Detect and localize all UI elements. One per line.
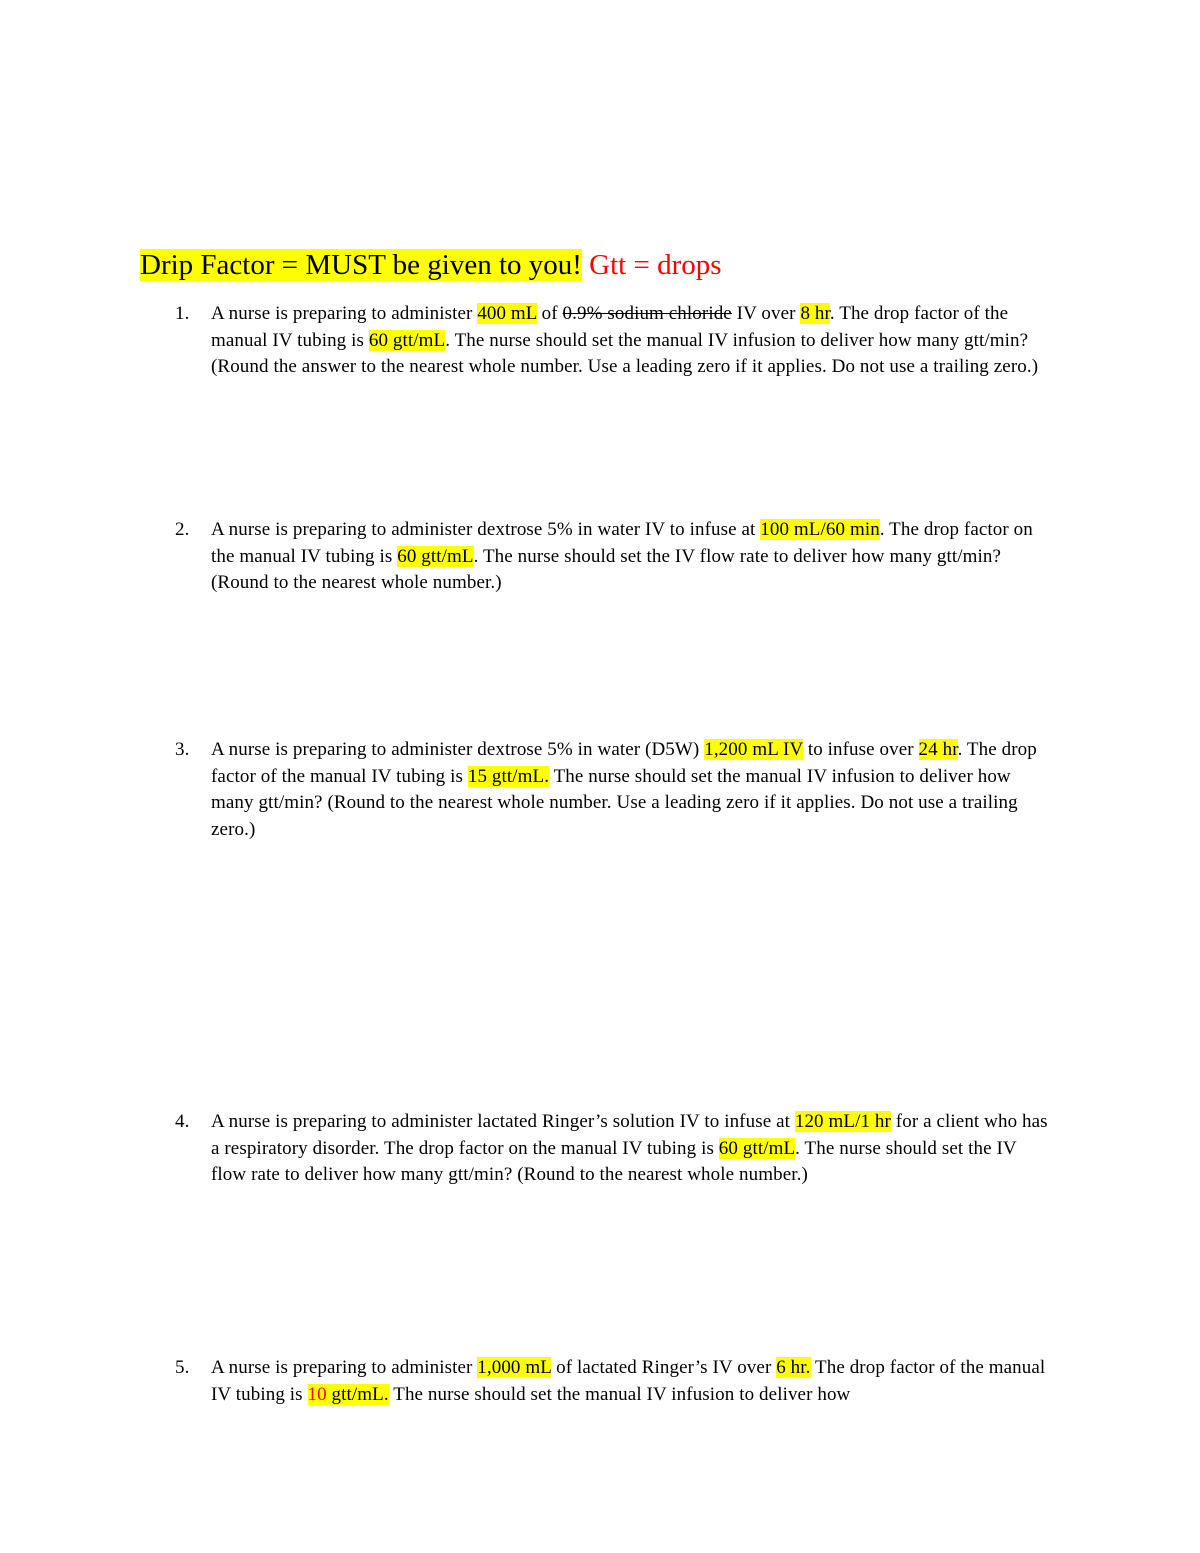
highlighted-value: 400 mL (477, 303, 537, 324)
text-run: of (536, 303, 563, 324)
struck-text: 0.9% sodium chloride (562, 303, 732, 324)
text-run: . The drop factor on the manual IV tubing is (211, 519, 1033, 567)
highlighted-value: 24 hr (918, 739, 958, 760)
highlighted-value: 1,200 mL IV (704, 739, 803, 760)
question-3 (170, 737, 1070, 843)
highlighted-value: 100 mL/60 min (760, 519, 880, 540)
text-run: IV over (731, 303, 801, 324)
highlighted-value: 15 gtt/mL. (467, 765, 550, 787)
text-run: . The drop factor of the manual IV tubing is (211, 739, 1037, 787)
text-run: . The drop factor of the manual IV tubing is (211, 303, 1009, 351)
text-run: The nurse should set the manual IV infusion to deliver how many gtt/min? (Round to the nearest whole number. Use a leading zero if it applies. Do not use a trailing zero.) (211, 765, 1018, 840)
question-text (211, 1355, 1056, 1408)
question-1 (170, 301, 1070, 381)
question-number: 5. (175, 1357, 190, 1378)
text-run: . The nurse should set the IV flow rate to deliver how many gtt/min? (Round to the nearest whole number.) (211, 545, 1002, 593)
question-number: 4. (175, 1111, 190, 1132)
text-run: A nurse is preparing to administer lactated Ringer’s solution IV to infuse at (211, 1111, 795, 1132)
text-run: A nurse is preparing to administer (211, 303, 478, 324)
highlighted-value: gtt/mL. (326, 1383, 389, 1405)
page-heading (140, 247, 722, 283)
heading-main: Drip Factor = MUST be given to you! (140, 249, 582, 281)
highlighted-value: 60 gtt/mL (368, 329, 446, 351)
text-run: . The nurse should set the manual IV infusion to deliver how many gtt/min? (Round the answer to the nearest whole number. Use a leading zero if it applies. Do not use a trailing zero.) (211, 329, 1039, 377)
text-run: A nurse is preparing to administer dextrose 5% in water (D5W) (211, 739, 705, 760)
text-run: A nurse is preparing to administer (211, 1357, 478, 1378)
text-run: of lactated Ringer’s IV over (551, 1357, 777, 1378)
highlighted-value: 6 hr. (776, 1357, 811, 1378)
question-text (211, 517, 1056, 597)
question-number: 1. (175, 303, 190, 324)
question-2 (170, 517, 1070, 597)
text-run: The nurse should set the manual IV infusion to deliver how (388, 1383, 851, 1405)
question-number: 2. (175, 519, 190, 540)
heading-sub: Gtt = drops (581, 249, 722, 281)
text-run: . The nurse should set the IV flow rate to deliver how many gtt/min? (Round to the nearest whole number.) (211, 1137, 1017, 1185)
highlighted-value: 60 gtt/mL (397, 545, 474, 567)
question-number: 3. (175, 739, 190, 760)
question-text (211, 1109, 1056, 1189)
question-4 (170, 1109, 1070, 1189)
highlighted-value: 1,000 mL (477, 1357, 552, 1378)
question-text (211, 301, 1056, 381)
highlighted-red-value: 10 (307, 1383, 327, 1405)
highlighted-value: 120 mL/1 hr (794, 1111, 891, 1132)
question-text (211, 737, 1056, 843)
text-run: to infuse over (802, 739, 919, 760)
highlighted-value: 60 gtt/mL (718, 1137, 796, 1159)
text-run: for a client who has a respiratory disorder. The drop factor on the manual IV tubing is (211, 1111, 1048, 1159)
text-run: A nurse is preparing to administer dextrose 5% in water IV to infuse at (211, 519, 761, 540)
question-5 (170, 1355, 1070, 1408)
highlighted-value: 8 hr (800, 303, 830, 324)
text-run: The drop factor of the manual IV tubing is (211, 1357, 1046, 1405)
